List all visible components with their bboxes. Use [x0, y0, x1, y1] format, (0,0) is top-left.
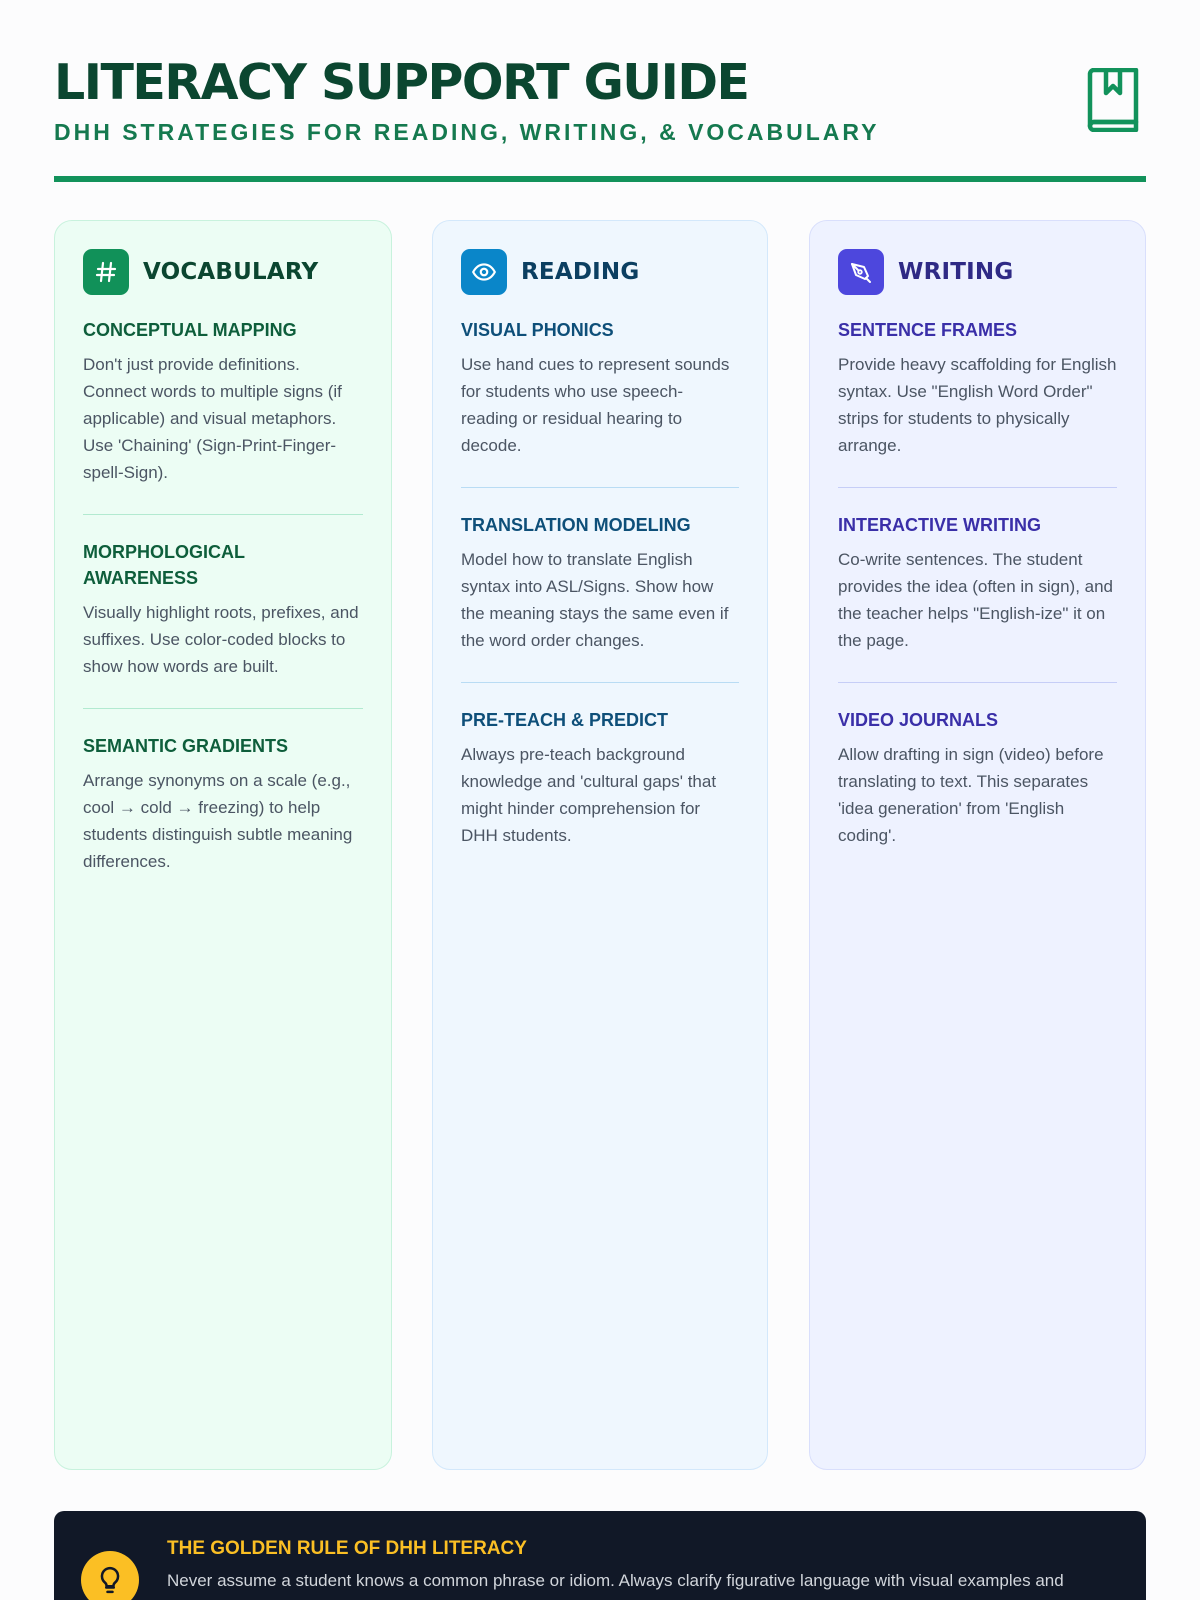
- golden-rule-callout: [54, 1511, 1146, 1600]
- section-body: Use hand cues to represent sounds for students who use speech-reading or residual hearing to decode.: [461, 355, 730, 455]
- strategy-section: [83, 514, 363, 708]
- section-title: SENTENCE FRAMES: [838, 320, 1018, 340]
- lightbulb-icon: [81, 1551, 139, 1600]
- header: [54, 0, 1146, 182]
- section-body: Always pre-teach background knowledge and 'cultural gaps' that might hinder comprehension for DHH students.: [461, 745, 717, 845]
- vocabulary-card-header: [83, 249, 363, 295]
- reading-card-header: [461, 249, 739, 295]
- section-title: MORPHOLOGICAL AWARENESS: [83, 542, 245, 588]
- reading-card: [432, 220, 768, 1470]
- section-body: Model how to translate English syntax into ASL/Signs. Show how the meaning stays the same even if the word order changes.: [461, 550, 729, 650]
- section-title: CONCEPTUAL MAPPING: [83, 320, 297, 340]
- section-title: TRANSLATION MODELING: [461, 515, 691, 535]
- strategy-section: [83, 317, 363, 514]
- page-title: LITERACY SUPPORT GUIDE: [54, 54, 749, 111]
- section-title: INTERACTIVE WRITING: [838, 515, 1041, 535]
- strategy-section: [461, 317, 739, 487]
- section-body: Provide heavy scaffolding for English syntax. Use "English Word Order" strips for students to physically arrange.: [838, 355, 1117, 455]
- strategy-section: [461, 682, 739, 877]
- pen-tool-icon: [838, 249, 884, 295]
- hash-icon: [83, 249, 129, 295]
- strategy-section: [838, 487, 1117, 682]
- section-title: VIDEO JOURNALS: [838, 710, 999, 730]
- strategy-section: [83, 708, 363, 903]
- card-title: READING: [521, 259, 640, 285]
- writing-card: [809, 220, 1146, 1470]
- callout-body: Never assume a student knows a common phrase or idiom. Always clarify figurative language with visual examples and: [167, 1571, 1064, 1590]
- strategy-section: [461, 487, 739, 682]
- strategy-columns: [54, 220, 1146, 1470]
- strategy-section: [838, 317, 1117, 487]
- section-title: PRE-TEACH & PREDICT: [461, 710, 669, 730]
- section-body: Co-write sentences. The student provides the idea (often in sign), and the teacher helps "English-ize" it on the page.: [838, 550, 1114, 650]
- page-subtitle: DHH STRATEGIES FOR READING, WRITING, & VOCABULARY: [54, 119, 880, 145]
- callout-title: THE GOLDEN RULE OF DHH LITERACY: [167, 1538, 527, 1559]
- vocabulary-card: [54, 220, 392, 1470]
- card-title: WRITING: [898, 259, 1014, 285]
- section-title: SEMANTIC GRADIENTS: [83, 736, 289, 756]
- writing-card-header: [838, 249, 1117, 295]
- book-icon: [1086, 68, 1140, 132]
- eye-icon: [461, 249, 507, 295]
- card-title: VOCABULARY: [143, 259, 319, 285]
- section-body: Arrange synonyms on a scale (e.g., cool → cold → freezing) to help students distinguish subtle meaning differences.: [83, 771, 353, 871]
- strategy-section: [838, 682, 1117, 877]
- section-body: Visually highlight roots, prefixes, and suffixes. Use color-coded blocks to show how words are built.: [83, 603, 359, 676]
- section-body: Don't just provide definitions. Connect words to multiple signs (if applicable) and visual metaphors. Use 'Chaining' (Sign-Print-Finger-spell-Sign).: [83, 355, 342, 482]
- section-title: VISUAL PHONICS: [461, 320, 614, 340]
- section-body: Allow drafting in sign (video) before translating to text. This separates 'idea generation' from 'English coding'.: [838, 745, 1104, 845]
